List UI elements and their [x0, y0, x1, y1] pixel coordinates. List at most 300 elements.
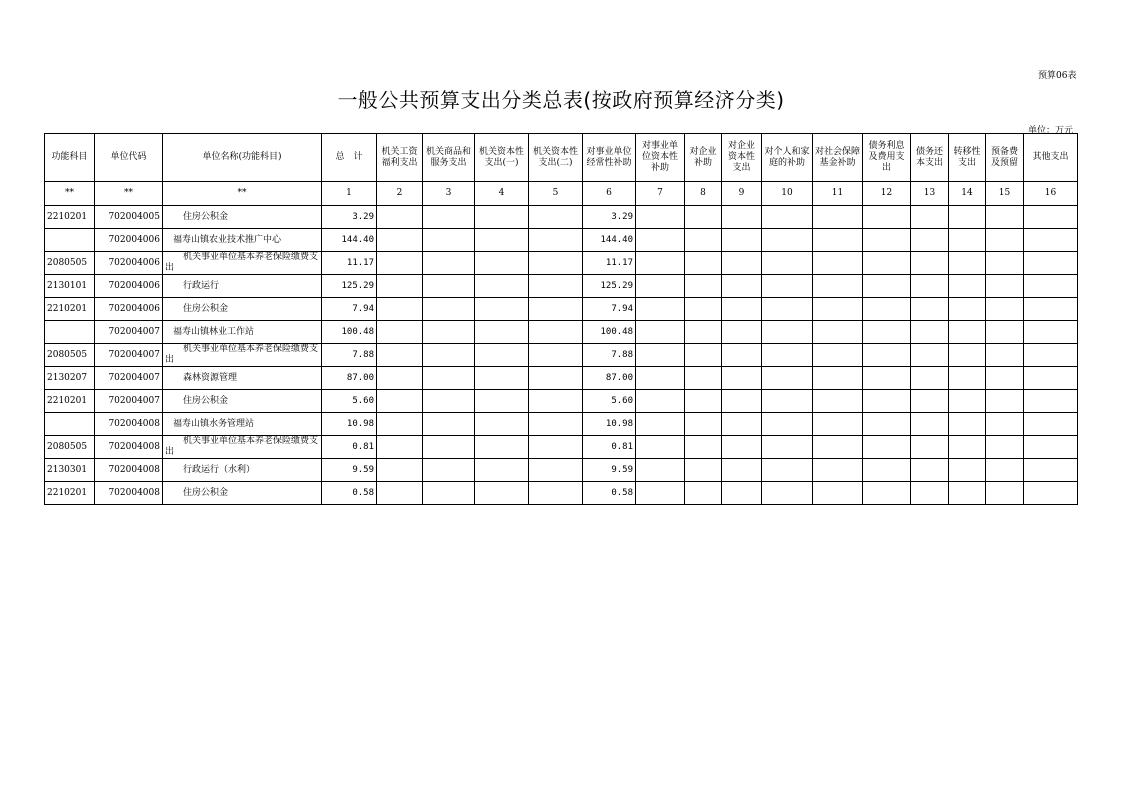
column-header: 机关资本性支出(二) [529, 134, 583, 182]
column-number: 8 [685, 182, 722, 206]
unit-name-text: 住房公积金 [183, 487, 229, 498]
amount-cell [762, 459, 813, 482]
amount-cell [949, 206, 986, 229]
column-number: 10 [762, 182, 813, 206]
amount-cell [863, 459, 911, 482]
unit-name-text: 机关事业单位基本养老保险缴费支出 [165, 252, 319, 273]
table-row [45, 390, 1078, 413]
amount-cell: 9.59 [583, 459, 636, 482]
amount-cell [529, 459, 583, 482]
budget-table [44, 133, 1078, 505]
amount-cell [1024, 252, 1078, 275]
total-cell: 7.88 [322, 344, 377, 367]
func-code-cell: 2210201 [45, 482, 95, 505]
table-row [45, 206, 1078, 229]
unit-code-cell: 702004007 [95, 321, 163, 344]
amount-cell [377, 298, 423, 321]
amount-cell [1024, 367, 1078, 390]
table-row [45, 298, 1078, 321]
amount-cell [911, 229, 949, 252]
amount-cell [475, 390, 529, 413]
amount-cell [529, 413, 583, 436]
unit-name-cell [163, 459, 322, 482]
amount-cell [863, 298, 911, 321]
amount-cell [1024, 344, 1078, 367]
total-cell: 0.81 [322, 436, 377, 459]
column-number: 9 [722, 182, 762, 206]
amount-cell [636, 298, 685, 321]
amount-cell [986, 482, 1024, 505]
unit-name-cell [163, 344, 322, 367]
unit-code-cell: 702004008 [95, 482, 163, 505]
amount-cell [636, 436, 685, 459]
amount-cell [986, 413, 1024, 436]
unit-name-cell [163, 413, 322, 436]
amount-cell [949, 321, 986, 344]
amount-cell [949, 436, 986, 459]
amount-cell [475, 275, 529, 298]
amount-cell [863, 252, 911, 275]
amount-cell [949, 390, 986, 413]
column-number: ** [45, 182, 95, 206]
unit-code-cell: 702004007 [95, 367, 163, 390]
total-cell: 11.17 [322, 252, 377, 275]
amount-cell [949, 229, 986, 252]
amount-cell [475, 436, 529, 459]
column-number: 2 [377, 182, 423, 206]
amount-cell [685, 252, 722, 275]
unit-name-text: 住房公积金 [183, 303, 229, 314]
amount-cell [762, 275, 813, 298]
amount-cell [986, 298, 1024, 321]
amount-cell [423, 206, 475, 229]
column-number: 14 [949, 182, 986, 206]
amount-cell [911, 459, 949, 482]
amount-cell [423, 413, 475, 436]
unit-name-text: 行政运行（水利） [183, 464, 256, 475]
amount-cell: 0.81 [583, 436, 636, 459]
amount-cell [685, 206, 722, 229]
amount-cell [636, 229, 685, 252]
unit-name-cell [163, 321, 322, 344]
table-row [45, 321, 1078, 344]
unit-name-cell [163, 390, 322, 413]
amount-cell: 7.88 [583, 344, 636, 367]
column-header: 对企业资本性支出 [722, 134, 762, 182]
amount-cell [423, 367, 475, 390]
amount-cell [1024, 206, 1078, 229]
amount-cell [1024, 390, 1078, 413]
column-number: 4 [475, 182, 529, 206]
amount-cell [986, 367, 1024, 390]
column-header: 机关商品和服务支出 [423, 134, 475, 182]
amount-cell [863, 436, 911, 459]
amount-cell [423, 229, 475, 252]
amount-cell [911, 206, 949, 229]
table-row [45, 275, 1078, 298]
func-code-cell: 2080505 [45, 436, 95, 459]
amount-cell [813, 459, 863, 482]
unit-name-cell [163, 436, 322, 459]
amount-cell [1024, 275, 1078, 298]
header-row [45, 134, 1078, 182]
amount-cell [636, 459, 685, 482]
amount-cell [722, 390, 762, 413]
unit-code-cell: 702004006 [95, 229, 163, 252]
amount-cell [762, 344, 813, 367]
total-cell: 0.58 [322, 482, 377, 505]
amount-cell [863, 482, 911, 505]
total-cell: 10.98 [322, 413, 377, 436]
unit-label: 单位：万元 [1028, 126, 1074, 136]
amount-cell [762, 367, 813, 390]
unit-code-cell: 702004007 [95, 390, 163, 413]
column-header: 功能科目 [45, 134, 95, 182]
amount-cell [949, 344, 986, 367]
amount-cell [986, 390, 1024, 413]
unit-name-cell [163, 229, 322, 252]
amount-cell [762, 252, 813, 275]
column-number: 13 [911, 182, 949, 206]
amount-cell [529, 275, 583, 298]
unit-name-text: 福寿山镇林业工作站 [173, 326, 255, 337]
amount-cell [475, 229, 529, 252]
amount-cell [986, 459, 1024, 482]
amount-cell [636, 321, 685, 344]
amount-cell [986, 206, 1024, 229]
unit-name-cell [163, 482, 322, 505]
amount-cell [377, 275, 423, 298]
column-header: 债务还本支出 [911, 134, 949, 182]
column-header: 单位名称(功能科目) [163, 134, 322, 182]
unit-name-text: 福寿山镇农业技术推广中心 [173, 234, 282, 245]
amount-cell [475, 367, 529, 390]
amount-cell [475, 321, 529, 344]
amount-cell [762, 390, 813, 413]
amount-cell [722, 367, 762, 390]
amount-cell [636, 413, 685, 436]
amount-cell [377, 436, 423, 459]
column-number: 3 [423, 182, 475, 206]
func-code-cell: 2130101 [45, 275, 95, 298]
column-number: ** [163, 182, 322, 206]
amount-cell [685, 229, 722, 252]
amount-cell: 100.48 [583, 321, 636, 344]
amount-cell [423, 344, 475, 367]
amount-cell [863, 344, 911, 367]
amount-cell [685, 390, 722, 413]
amount-cell [911, 413, 949, 436]
page-title: 一般公共预算支出分类总表(按政府预算经济分类) [337, 88, 785, 112]
amount-cell [813, 413, 863, 436]
amount-cell [911, 298, 949, 321]
amount-cell [911, 482, 949, 505]
amount-cell: 3.29 [583, 206, 636, 229]
amount-cell [1024, 459, 1078, 482]
amount-cell [911, 344, 949, 367]
amount-cell [423, 321, 475, 344]
amount-cell [685, 459, 722, 482]
amount-cell [949, 482, 986, 505]
unit-code-cell: 702004008 [95, 413, 163, 436]
amount-cell: 10.98 [583, 413, 636, 436]
column-number: 5 [529, 182, 583, 206]
unit-code-cell: 702004008 [95, 459, 163, 482]
table-row [45, 482, 1078, 505]
column-header: 单位代码 [95, 134, 163, 182]
column-header: 对事业单位资本性补助 [636, 134, 685, 182]
total-cell: 100.48 [322, 321, 377, 344]
amount-cell [949, 459, 986, 482]
amount-cell [685, 321, 722, 344]
total-cell: 125.29 [322, 275, 377, 298]
total-cell: 9.59 [322, 459, 377, 482]
total-cell: 3.29 [322, 206, 377, 229]
amount-cell [949, 275, 986, 298]
column-header: 机关工资福利支出 [377, 134, 423, 182]
amount-cell [949, 367, 986, 390]
amount-cell [813, 344, 863, 367]
amount-cell [636, 367, 685, 390]
column-number: 6 [583, 182, 636, 206]
column-number: 16 [1024, 182, 1078, 206]
amount-cell [911, 275, 949, 298]
unit-code-cell: 702004007 [95, 344, 163, 367]
amount-cell [722, 275, 762, 298]
amount-cell: 5.60 [583, 390, 636, 413]
amount-cell [636, 252, 685, 275]
amount-cell: 11.17 [583, 252, 636, 275]
amount-cell [762, 482, 813, 505]
amount-cell [863, 206, 911, 229]
column-header: 预备费及预留 [986, 134, 1024, 182]
amount-cell [986, 344, 1024, 367]
table-row [45, 413, 1078, 436]
total-cell: 5.60 [322, 390, 377, 413]
amount-cell [685, 275, 722, 298]
amount-cell [911, 390, 949, 413]
amount-cell [762, 206, 813, 229]
column-header: 对事业单位经常性补助 [583, 134, 636, 182]
unit-code-cell: 702004006 [95, 252, 163, 275]
amount-cell [377, 413, 423, 436]
amount-cell [475, 298, 529, 321]
amount-cell [911, 252, 949, 275]
unit-code-cell: 702004006 [95, 275, 163, 298]
func-code-cell [45, 413, 95, 436]
unit-name-text: 行政运行 [183, 280, 220, 291]
amount-cell [813, 367, 863, 390]
unit-name-cell [163, 275, 322, 298]
amount-cell [949, 252, 986, 275]
amount-cell [529, 344, 583, 367]
amount-cell [949, 298, 986, 321]
amount-cell [377, 206, 423, 229]
unit-name-text: 住房公积金 [183, 211, 229, 222]
unit-name-cell [163, 367, 322, 390]
amount-cell [636, 206, 685, 229]
amount-cell [813, 482, 863, 505]
amount-cell [377, 344, 423, 367]
amount-cell [986, 321, 1024, 344]
amount-cell [685, 367, 722, 390]
amount-cell [1024, 482, 1078, 505]
amount-cell [685, 482, 722, 505]
amount-cell [762, 321, 813, 344]
amount-cell [377, 367, 423, 390]
amount-cell [813, 206, 863, 229]
table-row [45, 436, 1078, 459]
amount-cell [722, 436, 762, 459]
amount-cell [636, 482, 685, 505]
column-header: 转移性支出 [949, 134, 986, 182]
amount-cell [762, 229, 813, 252]
amount-cell [423, 275, 475, 298]
column-header: 总 计 [322, 134, 377, 182]
unit-code-cell: 702004005 [95, 206, 163, 229]
amount-cell [685, 436, 722, 459]
amount-cell [529, 298, 583, 321]
func-code-cell [45, 229, 95, 252]
column-header: 债务利息及费用支出 [863, 134, 911, 182]
func-code-cell: 2210201 [45, 390, 95, 413]
column-number-row [45, 182, 1078, 206]
amount-cell [1024, 321, 1078, 344]
func-code-cell [45, 321, 95, 344]
amount-cell [911, 367, 949, 390]
unit-name-cell [163, 252, 322, 275]
amount-cell [1024, 298, 1078, 321]
unit-code-cell: 702004008 [95, 436, 163, 459]
total-cell: 87.00 [322, 367, 377, 390]
amount-cell [377, 482, 423, 505]
amount-cell [813, 390, 863, 413]
table-row [45, 252, 1078, 275]
amount-cell [949, 413, 986, 436]
unit-name-text: 福寿山镇水务管理站 [173, 418, 255, 429]
column-header: 对企业补助 [685, 134, 722, 182]
amount-cell [377, 321, 423, 344]
column-header: 对个人和家庭的补助 [762, 134, 813, 182]
amount-cell [529, 229, 583, 252]
column-header: 对社会保障基金补助 [813, 134, 863, 182]
table-row [45, 344, 1078, 367]
amount-cell [722, 482, 762, 505]
amount-cell [813, 252, 863, 275]
amount-cell [813, 436, 863, 459]
amount-cell [722, 413, 762, 436]
column-number: ** [95, 182, 163, 206]
amount-cell [529, 436, 583, 459]
amount-cell: 0.58 [583, 482, 636, 505]
column-number: 7 [636, 182, 685, 206]
unit-name-text: 森林资源管理 [183, 372, 238, 383]
unit-name-text: 机关事业单位基本养老保险缴费支出 [165, 344, 319, 365]
column-number: 15 [986, 182, 1024, 206]
amount-cell [423, 390, 475, 413]
unit-code-cell: 702004006 [95, 298, 163, 321]
amount-cell [762, 413, 813, 436]
amount-cell [475, 344, 529, 367]
func-code-cell: 2210201 [45, 206, 95, 229]
amount-cell [986, 252, 1024, 275]
amount-cell [636, 344, 685, 367]
amount-cell [986, 229, 1024, 252]
amount-cell [423, 436, 475, 459]
amount-cell [762, 436, 813, 459]
amount-cell [423, 298, 475, 321]
amount-cell [423, 459, 475, 482]
amount-cell [813, 229, 863, 252]
amount-cell: 144.40 [583, 229, 636, 252]
amount-cell [377, 252, 423, 275]
table-row [45, 459, 1078, 482]
table-row [45, 367, 1078, 390]
column-number: 11 [813, 182, 863, 206]
amount-cell [377, 390, 423, 413]
amount-cell [863, 321, 911, 344]
amount-cell [863, 367, 911, 390]
amount-cell [1024, 413, 1078, 436]
total-cell: 144.40 [322, 229, 377, 252]
func-code-cell: 2130207 [45, 367, 95, 390]
amount-cell [636, 275, 685, 298]
func-code-cell: 2130301 [45, 459, 95, 482]
unit-name-cell [163, 298, 322, 321]
amount-cell [722, 344, 762, 367]
amount-cell [1024, 436, 1078, 459]
amount-cell [685, 413, 722, 436]
total-cell: 7.94 [322, 298, 377, 321]
amount-cell [863, 390, 911, 413]
amount-cell [722, 321, 762, 344]
amount-cell [529, 252, 583, 275]
unit-name-text: 机关事业单位基本养老保险缴费支出 [165, 436, 319, 457]
amount-cell [475, 482, 529, 505]
amount-cell [863, 275, 911, 298]
amount-cell [529, 482, 583, 505]
amount-cell [529, 321, 583, 344]
amount-cell: 125.29 [583, 275, 636, 298]
amount-cell [685, 298, 722, 321]
amount-cell [813, 321, 863, 344]
unit-name-cell [163, 206, 322, 229]
amount-cell [475, 459, 529, 482]
amount-cell [377, 459, 423, 482]
amount-cell [722, 206, 762, 229]
amount-cell [529, 206, 583, 229]
amount-cell [529, 367, 583, 390]
amount-cell [475, 413, 529, 436]
amount-cell [475, 252, 529, 275]
amount-cell: 7.94 [583, 298, 636, 321]
amount-cell [636, 390, 685, 413]
table-row [45, 229, 1078, 252]
column-header: 其他支出 [1024, 134, 1078, 182]
func-code-cell: 2080505 [45, 344, 95, 367]
amount-cell [986, 436, 1024, 459]
column-header: 机关资本性支出(一) [475, 134, 529, 182]
amount-cell [911, 436, 949, 459]
func-code-cell: 2080505 [45, 252, 95, 275]
amount-cell: 87.00 [583, 367, 636, 390]
amount-cell [813, 298, 863, 321]
amount-cell [685, 344, 722, 367]
amount-cell [986, 275, 1024, 298]
column-number: 12 [863, 182, 911, 206]
amount-cell [813, 275, 863, 298]
amount-cell [423, 252, 475, 275]
